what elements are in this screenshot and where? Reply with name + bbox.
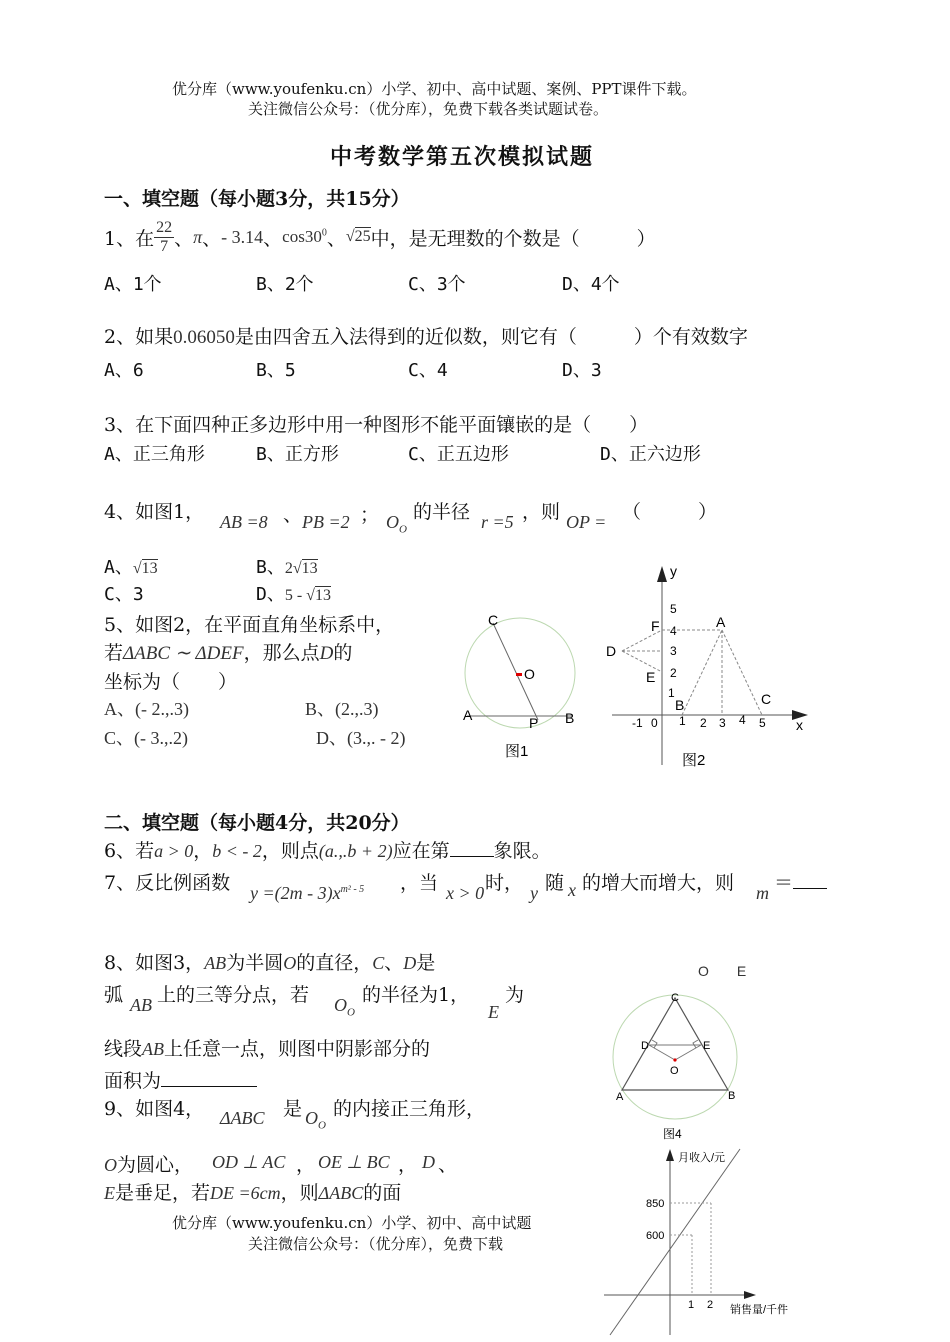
q1-option-a: A、1个 — [104, 274, 162, 295]
q9-inscribed: 的内接正三角形， — [333, 1098, 486, 1120]
q8-segment: 线段 — [104, 1038, 143, 1060]
label-a: A — [616, 1091, 624, 1103]
q4-ab-length: AB =8 — [220, 512, 268, 532]
condition-a: a > 0 — [154, 841, 194, 861]
q7-condition: x > 0 — [446, 883, 485, 903]
q9-feet: 是垂足，若 — [115, 1182, 211, 1204]
q1-prefix: 1、在 — [104, 227, 155, 250]
figure-2 — [600, 560, 815, 770]
q6-quadrant: 象限。 — [493, 840, 551, 862]
fraction-numerator: 22 — [156, 218, 173, 236]
y-axis-label: 月收入/元 — [678, 1152, 726, 1164]
point-c: C — [761, 691, 772, 707]
section-2-heading: 二、填空题（每小题4分，共20分） — [104, 812, 410, 834]
q8-semicircle: 为半圆 — [226, 952, 284, 974]
q4-radius-value: r =5 — [481, 512, 514, 532]
label-o: O — [524, 666, 535, 682]
y-axis-arrow — [666, 1149, 674, 1161]
sqrt-radicand: 25 — [354, 228, 371, 245]
q4-prefix: 4、如图1， — [104, 501, 205, 523]
y-tick-2: 2 — [670, 666, 677, 680]
q3-option-a: A、正三角形 — [104, 444, 205, 465]
q7-time: 时， — [485, 872, 524, 894]
point-o: O — [283, 953, 297, 973]
q9-center: 为圆心， — [117, 1154, 194, 1176]
point-e: E — [104, 1183, 115, 1203]
q5-of: 的 — [333, 642, 353, 664]
q7-when: ，当 — [400, 872, 439, 894]
q8-diameter: 的直径， — [296, 952, 373, 974]
label-o: O — [670, 1065, 679, 1077]
circumcircle — [613, 995, 737, 1119]
q9-line-2 — [104, 1150, 193, 1177]
q4-op: OP = — [566, 512, 607, 532]
approx-number: 0.06050 — [173, 327, 235, 348]
q9-prefix: 9、如图4， — [104, 1098, 205, 1120]
q8-line-1 — [104, 948, 435, 975]
q3-option-d: D、正六边形 — [600, 444, 701, 465]
separator: ， — [296, 1154, 316, 1176]
q6-then-point: ，则点 — [261, 840, 319, 862]
coefficient: 2 — [284, 560, 293, 577]
y-tick-5: 5 — [670, 602, 677, 616]
q4-option-c: C、3 — [104, 584, 144, 605]
circle-subscript: O — [347, 1006, 355, 1019]
sqrt-expression: √25 — [345, 228, 371, 245]
separator: 、 — [263, 227, 283, 250]
triangle-abc: ΔABC — [318, 1183, 364, 1203]
circle-symbol: O — [334, 995, 347, 1015]
point-d: D — [422, 1152, 435, 1172]
q4-mark-2: ； — [360, 504, 380, 526]
q4-radius-text: 的半径 — [413, 501, 471, 523]
q1-suffix: 中，是无理数的个数是（ ） — [370, 227, 656, 250]
separator: 、 — [174, 227, 194, 250]
q5-line-1: 5、如图2，在平面直角坐标系中， — [104, 614, 395, 636]
q9-line-3 — [104, 1178, 401, 1205]
q9-then: ，则 — [280, 1182, 319, 1204]
option-label: D、 — [256, 584, 285, 605]
q8-area: 面积为 — [104, 1070, 162, 1092]
q5-option-a: A、(- 2.,.3) — [104, 699, 189, 719]
negative-number: - 3.14 — [221, 226, 264, 247]
x-tick-2: 2 — [707, 1299, 714, 1311]
arc-ab: AB — [130, 995, 152, 1015]
q7-with: 随 — [545, 872, 565, 894]
label-c: C — [488, 612, 499, 628]
section-1-heading: 一、填空题（每小题3分，共15分） — [104, 188, 410, 210]
q4-option-d — [256, 580, 331, 606]
q5-then-point: ，那么点 — [243, 642, 320, 664]
figure-1 — [455, 605, 595, 765]
option-label: B、 — [256, 557, 285, 578]
separator: ， — [193, 840, 213, 862]
degree-mark: 0 — [321, 227, 327, 239]
cos-expression — [282, 227, 327, 247]
q5-if: 若 — [104, 642, 124, 664]
separator: 、 — [438, 1154, 458, 1176]
q7-prefix: 7、反比例函数 — [104, 872, 231, 894]
question-1 — [104, 215, 656, 259]
x-tick-neg1: -1 — [632, 716, 643, 730]
y-tick-600: 600 — [646, 1230, 665, 1242]
fraction-denominator: 7 — [160, 237, 169, 255]
q5-option-b: B、(2.,.3) — [305, 699, 379, 719]
q2-option-c: C、4 — [408, 360, 448, 381]
expression-prefix: 5 - — [284, 587, 307, 604]
answer-blank[interactable] — [793, 888, 827, 889]
q8-radius: 的半径为1， — [362, 984, 470, 1006]
y-axis-label: y — [670, 563, 677, 579]
q1-option-d: D、4个 — [562, 274, 620, 295]
q4-mark-1: 、 — [283, 504, 303, 526]
condition-b: b < - 2 — [212, 841, 262, 861]
y-tick-850: 850 — [646, 1198, 665, 1210]
label-b: B — [728, 1090, 736, 1102]
five-minus-sqrt-13: 5 - √13 — [284, 587, 331, 604]
x-tick-5: 5 — [759, 716, 766, 730]
y-tick-4: 4 — [670, 624, 677, 638]
perpendicular-od: OD ⊥ AC — [212, 1152, 286, 1172]
q7-suffix: 的增大而增大，则 — [582, 872, 735, 894]
x-tick-3: 3 — [719, 716, 726, 730]
label-e: E — [703, 1040, 711, 1052]
y-tick-3: 3 — [670, 644, 677, 658]
q8-is: 是 — [416, 952, 436, 974]
figure-4-caption: 图4 — [663, 1127, 682, 1141]
q9-circle — [305, 1108, 326, 1132]
q6-prefix: 6、若 — [104, 840, 155, 862]
question-2 — [104, 322, 748, 349]
function-exponent: m² - 5 — [340, 884, 365, 895]
clipped-figure-labels — [598, 962, 798, 979]
q2-suffix: 是由四舍五入法得到的近似数，则它有（ ）个有效数字 — [234, 326, 748, 348]
income-line — [610, 1149, 740, 1335]
perpendicular-oe: OE ⊥ BC — [318, 1152, 390, 1172]
q1-option-c: C、3个 — [408, 274, 466, 295]
separator: ， — [398, 1154, 418, 1176]
x-tick-2: 2 — [700, 716, 707, 730]
label-a: A — [463, 707, 473, 723]
answer-blank[interactable] — [450, 856, 494, 857]
circle-subscript: O — [399, 523, 407, 536]
q8-arc: 弧 — [104, 984, 124, 1006]
clipped-text: O E — [698, 963, 747, 979]
q7-answer — [774, 868, 827, 895]
header-line-1: 优分库（www.youfenku.cn）小学、初中、高中试题、案例、PPT课件下载。 — [172, 80, 697, 98]
separator: 、 — [202, 227, 222, 250]
figure-5 — [600, 1145, 800, 1340]
function-body: y =(2m - 3)x — [250, 883, 341, 903]
q4-pb-length: PB =2 — [302, 512, 350, 532]
answer-blank[interactable] — [161, 1086, 257, 1087]
segment-od — [649, 1045, 675, 1060]
q4-then: ，则 — [522, 501, 561, 523]
separator: 、 — [326, 227, 346, 250]
sqrt-radicand: 13 — [141, 560, 158, 577]
center-mark — [516, 673, 522, 676]
figure-2-caption: 图2 — [682, 752, 706, 769]
label-b: B — [565, 710, 575, 726]
line-b-a — [682, 630, 722, 715]
q4-answer-paren: （ ） — [622, 501, 718, 523]
label-p: P — [529, 715, 539, 731]
point-f: F — [651, 618, 660, 634]
question-6 — [104, 836, 551, 863]
q3-option-c: C、正五边形 — [408, 444, 509, 465]
option-label: A、 — [104, 557, 133, 578]
point-b: B — [675, 697, 685, 713]
point-expression: (a.,.b + 2) — [318, 841, 393, 861]
q9-area: 的面 — [363, 1182, 402, 1204]
footer-line-2: 关注微信公众号：（优分库），免费下载 — [248, 1235, 504, 1253]
sqrt-13: √13 — [132, 560, 158, 577]
q5-option-c: C、(- 3.,.2) — [104, 728, 188, 748]
figure-4 — [605, 985, 755, 1145]
label-c: C — [671, 992, 679, 1004]
q7-x: x — [568, 880, 576, 900]
point-o: O — [104, 1155, 117, 1175]
figure-1-caption: 图1 — [505, 743, 529, 760]
line-d-e — [622, 651, 662, 672]
header-line-2: 关注微信公众号：（优分库），免费下载各类试题试卷。 — [248, 100, 609, 118]
q7-function — [250, 883, 364, 904]
similar-triangles: ΔABC ∼ ΔDEF — [123, 643, 244, 664]
label-d: D — [641, 1040, 649, 1052]
q4-option-a — [104, 553, 158, 579]
segment-ab: AB — [204, 953, 227, 973]
sqrt-radicand: 13 — [314, 587, 331, 604]
y-tick-1: 1 — [668, 686, 675, 700]
x-tick-4: 4 — [739, 713, 746, 727]
q8-prefix: 8、如图3， — [104, 952, 205, 974]
q9-is: 是 — [283, 1098, 303, 1120]
q3-option-b: B、正方形 — [256, 444, 339, 465]
q8-line-4 — [104, 1066, 257, 1093]
q8-trisection: 上的三等分点，若 — [157, 984, 310, 1006]
q2-option-d: D、3 — [562, 360, 602, 381]
two-sqrt-13: 2√13 — [284, 560, 318, 577]
question-3: 3、在下面四种正多边形中用一种图形不能平面镶嵌的是（ ） — [104, 414, 649, 436]
fraction-22-7 — [154, 219, 174, 256]
q5-line-3: 坐标为（ ） — [104, 671, 238, 693]
x-tick-1: 1 — [679, 714, 686, 728]
q1-option-b: B、2个 — [256, 274, 314, 295]
q7-y: y — [530, 883, 538, 903]
segment-ab: AB — [142, 1039, 165, 1059]
x-axis-label: x — [796, 717, 803, 733]
segment-oe — [675, 1045, 701, 1060]
separator: 、 — [384, 952, 404, 974]
q2-option-a: A、6 — [104, 360, 144, 381]
q8-circle — [334, 995, 355, 1019]
point-a: A — [716, 614, 726, 630]
q2-option-b: B、5 — [256, 360, 296, 381]
point-e: E — [488, 1002, 499, 1022]
q5-option-d: D、(3.,. - 2) — [316, 728, 406, 748]
length-de: DE =6cm — [210, 1183, 281, 1203]
footer-line-1: 优分库（www.youfenku.cn）小学、初中、高中试题 — [172, 1214, 532, 1232]
q8-is: 为 — [505, 984, 525, 1006]
point-d: D — [319, 643, 334, 664]
q5-line-2 — [104, 638, 352, 665]
sqrt-radicand: 13 — [301, 560, 318, 577]
pi-symbol: π — [193, 226, 203, 247]
q7-m: m — [756, 883, 769, 903]
q8-line-3 — [104, 1034, 430, 1061]
q6-in: 应在第 — [392, 840, 450, 862]
point-c: C — [372, 953, 385, 973]
q8-shaded: 上任意一点，则图中阴影部分的 — [164, 1038, 431, 1060]
x-axis-arrow — [744, 1291, 756, 1299]
point-e: E — [646, 669, 656, 685]
center-dot — [673, 1058, 676, 1061]
cos-label: cos30 — [282, 227, 322, 246]
circle-subscript: O — [318, 1119, 326, 1132]
line-a-c — [722, 630, 762, 715]
x-tick-0: 0 — [651, 716, 658, 730]
point-d: D — [606, 643, 617, 659]
point-d: D — [403, 953, 417, 973]
q4-option-b — [256, 553, 318, 579]
equals-sign: ＝ — [774, 872, 794, 894]
page-title: 中考数学第五次模拟试题 — [330, 144, 595, 170]
x-axis-label: 销售量/千件 — [730, 1304, 789, 1316]
circle-symbol: O — [305, 1108, 318, 1128]
q4-circle — [386, 512, 407, 536]
triangle-abc: ΔABC — [220, 1108, 265, 1128]
x-tick-1: 1 — [688, 1299, 695, 1311]
y-axis-arrow — [657, 566, 667, 582]
q2-prefix: 2、如果 — [104, 326, 174, 348]
circle-symbol: O — [386, 512, 399, 532]
